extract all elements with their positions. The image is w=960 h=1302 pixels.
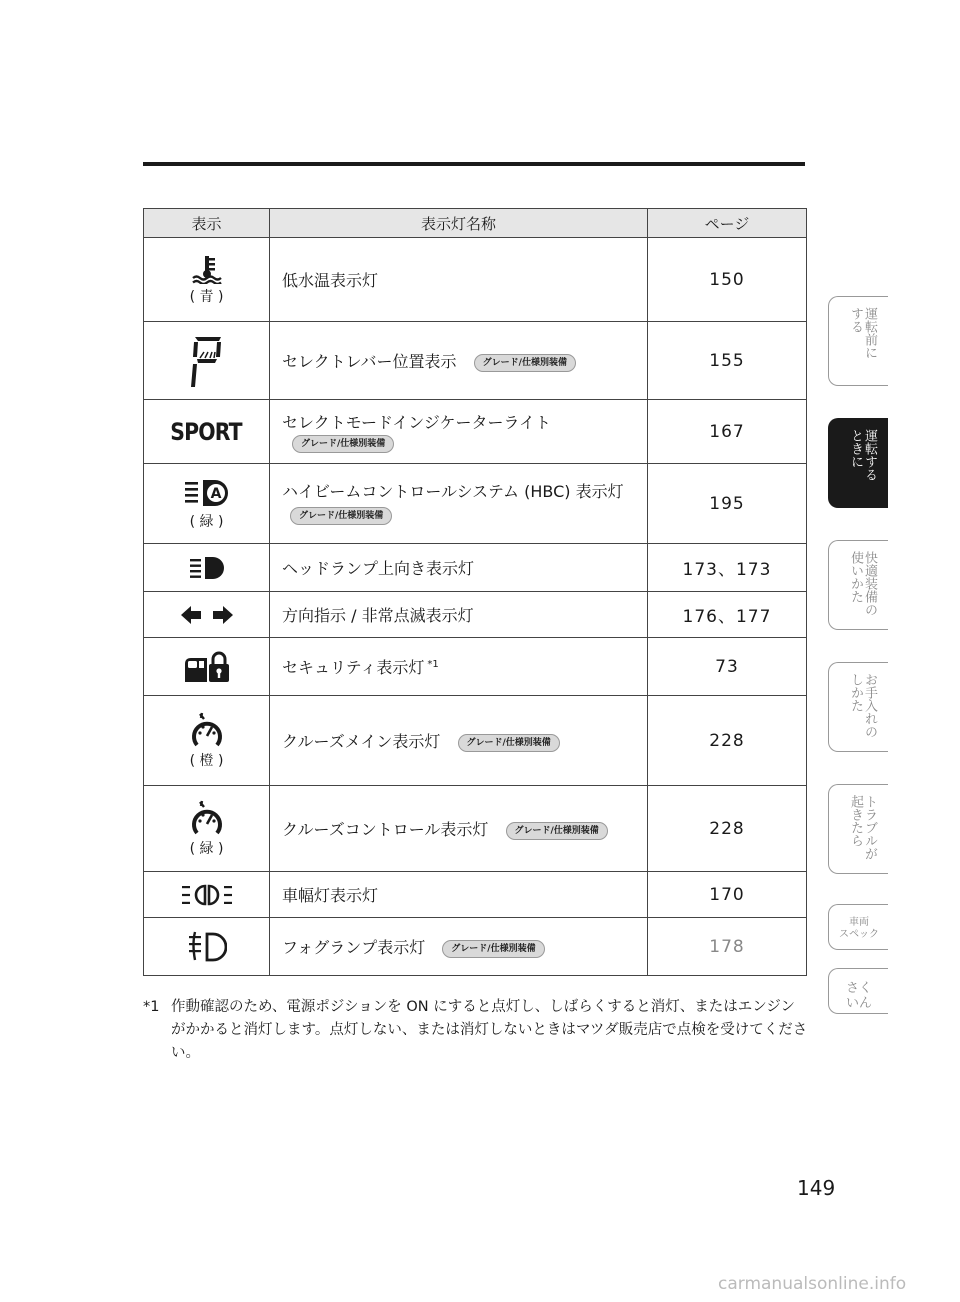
side-tab-label: 運転前に する bbox=[848, 307, 877, 359]
indicator-table bbox=[143, 208, 807, 976]
footnote-ref: *1 bbox=[427, 658, 439, 670]
indicator-name: フォグランプ表示灯 bbox=[282, 938, 426, 957]
side-tab-while-driving[interactable] bbox=[828, 418, 888, 508]
page-ref: 73 bbox=[648, 638, 807, 696]
indicator-name: セキュリティ表示灯 bbox=[282, 658, 425, 677]
footnote-text: 作動確認のため、電源ポジションを ON にすると点灯し、しばらくすると消灯、またはエンジンがかかると消灯します。点灯しない、または消灯しないときはマツダ販売店で点検を受けてください。 bbox=[171, 999, 808, 1061]
indicator-name: 低水温表示灯 bbox=[282, 271, 379, 290]
grade-equipment-badge: グレード/仕様別装備 bbox=[290, 507, 392, 525]
footnote-mark: *1 bbox=[143, 999, 160, 1015]
page-ref: 155 bbox=[648, 322, 807, 400]
indicator-name: セレクトレバー位置表示 bbox=[282, 352, 457, 371]
page-ref: 228 bbox=[648, 696, 807, 786]
side-tab-specifications[interactable] bbox=[828, 904, 888, 950]
table-row bbox=[144, 638, 807, 696]
side-tab-label: トラブルが 起きたら bbox=[848, 795, 877, 860]
page-ref: 178 bbox=[648, 918, 807, 976]
page-ref: 167 bbox=[648, 400, 807, 464]
table-row bbox=[144, 786, 807, 872]
grade-equipment-badge: グレード/仕様別装備 bbox=[292, 435, 394, 453]
page-ref: 195 bbox=[648, 464, 807, 544]
top-rule bbox=[143, 162, 805, 166]
header-display: 表示 bbox=[144, 209, 270, 238]
side-tab-maintenance[interactable] bbox=[828, 662, 888, 752]
svg-text:A: A bbox=[210, 485, 221, 502]
watermark: carmanualsonline.info bbox=[718, 1274, 907, 1294]
position-lamp-icon bbox=[181, 883, 233, 907]
color-label: ( 緑 ) bbox=[189, 840, 224, 857]
footnote bbox=[143, 996, 808, 1065]
table-header-row bbox=[144, 209, 807, 238]
table-row bbox=[144, 238, 807, 322]
indicator-name: セレクトモードインジケーターライト bbox=[282, 412, 552, 432]
table-row bbox=[144, 464, 807, 544]
grade-equipment-badge: グレード/仕様別装備 bbox=[474, 354, 576, 372]
selector-lever-position-icon bbox=[190, 333, 224, 389]
page-ref: 150 bbox=[648, 238, 807, 322]
side-tab-before-driving[interactable] bbox=[828, 296, 888, 386]
indicator-name: ヘッドランプ上向き表示灯 bbox=[282, 559, 475, 578]
table-row bbox=[144, 872, 807, 918]
table-row bbox=[144, 400, 807, 464]
coolant-temperature-icon bbox=[190, 254, 224, 284]
side-tab-label: さく いん bbox=[845, 981, 872, 1011]
indicator-name: 車幅灯表示灯 bbox=[282, 886, 379, 905]
indicator-name: クルーズコントロール表示灯 bbox=[282, 820, 489, 839]
color-label: ( 青 ) bbox=[189, 288, 224, 305]
side-tab-label: 運転する ときに bbox=[848, 429, 877, 481]
grade-equipment-badge: グレード/仕様別装備 bbox=[442, 940, 544, 958]
page-ref: 173、173 bbox=[648, 544, 807, 592]
color-label: ( 緑 ) bbox=[189, 513, 224, 530]
table-row bbox=[144, 322, 807, 400]
indicator-name: クルーズメイン表示灯 bbox=[282, 732, 441, 751]
table-row bbox=[144, 918, 807, 976]
side-tab-label: 快適装備の 使いかた bbox=[848, 551, 877, 616]
page-number: 149 bbox=[797, 1176, 836, 1200]
page-ref: 176、177 bbox=[648, 592, 807, 638]
side-tab-troubleshooting[interactable] bbox=[828, 784, 888, 874]
security-icon bbox=[183, 650, 231, 684]
sport-mode-icon: SPORT bbox=[170, 417, 243, 446]
side-tab-label: お手入れの しかた bbox=[848, 673, 877, 738]
page-ref: 170 bbox=[648, 872, 807, 918]
header-name: 表示灯名称 bbox=[270, 209, 648, 238]
indicator-name: 方向指示 / 非常点滅表示灯 bbox=[282, 606, 474, 625]
grade-equipment-badge: グレード/仕様別装備 bbox=[458, 734, 560, 752]
cruise-control-icon bbox=[190, 800, 224, 836]
headlamp-high-beam-icon bbox=[189, 555, 225, 581]
high-beam-control-icon bbox=[183, 477, 231, 509]
header-page: ページ bbox=[648, 209, 807, 238]
side-tab-comfort-equipment[interactable] bbox=[828, 540, 888, 630]
cruise-main-icon bbox=[190, 712, 224, 748]
side-tab-label: 車両 スペック bbox=[839, 917, 879, 940]
table-row bbox=[144, 592, 807, 638]
color-label: ( 橙 ) bbox=[189, 752, 224, 769]
side-tab-index[interactable] bbox=[828, 968, 888, 1014]
turn-signal-icon bbox=[181, 605, 233, 625]
table-row bbox=[144, 544, 807, 592]
table-row bbox=[144, 696, 807, 786]
page-ref: 228 bbox=[648, 786, 807, 872]
grade-equipment-badge: グレード/仕様別装備 bbox=[506, 822, 608, 840]
fog-lamp-icon bbox=[187, 930, 227, 964]
indicator-name: ハイビームコントロールシステム (HBC) 表示灯 bbox=[282, 481, 624, 501]
